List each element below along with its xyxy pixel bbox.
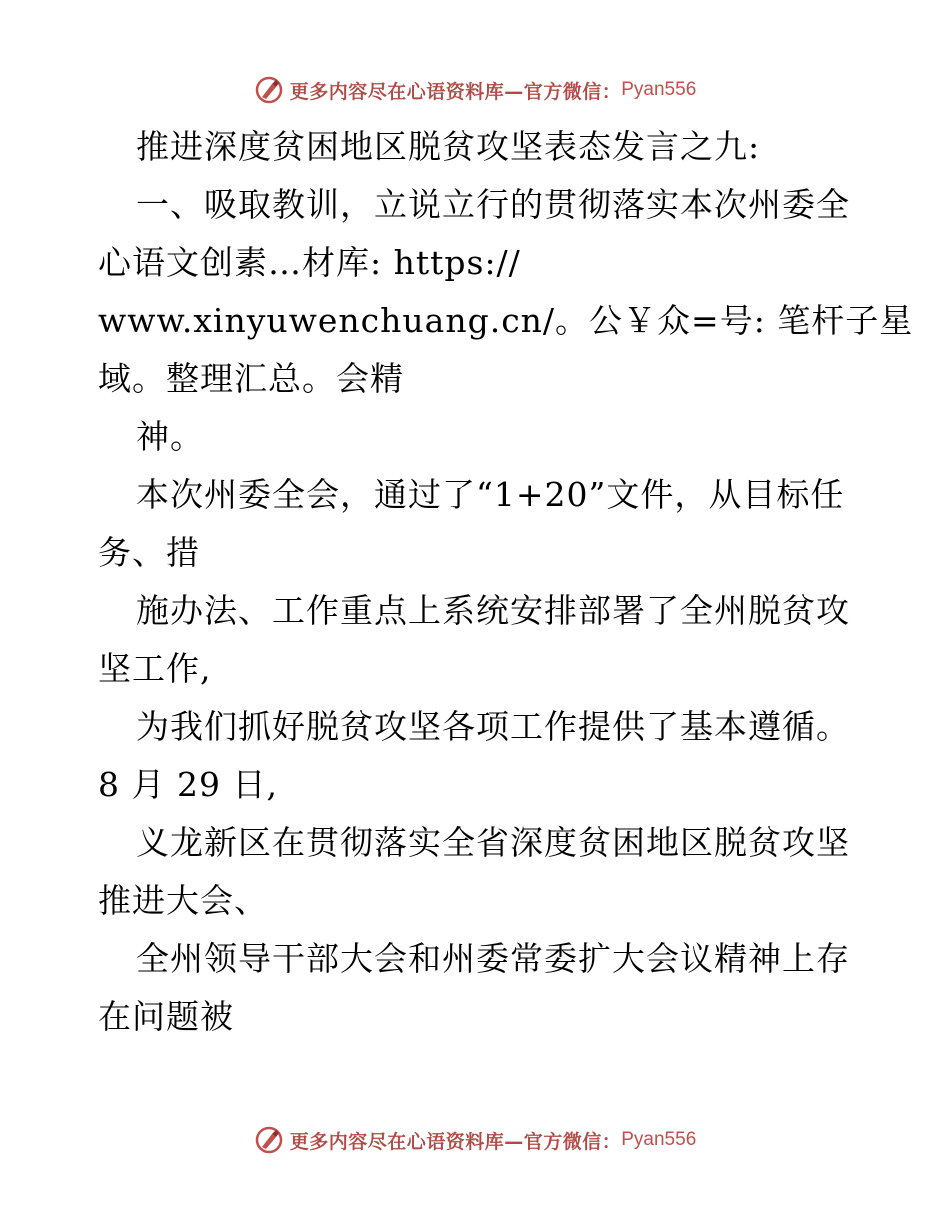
banner-text: 更多内容尽在心语资料库—官方微信： bbox=[289, 80, 622, 103]
footer-banner bbox=[0, 1120, 950, 1160]
paragraph-line: 8 月 29 日, bbox=[98, 765, 278, 804]
paragraph-line: 施办法、工作重点上系统安排部署了全州脱贫攻 bbox=[136, 591, 850, 630]
paragraph-line: 心语文创素…材库: https:// bbox=[98, 243, 521, 282]
document-title: 推进深度贫困地区脱贫攻坚表态发言之九: bbox=[136, 127, 761, 166]
banner-text: 更多内容尽在心语资料库—官方微信： bbox=[289, 1130, 622, 1153]
paragraph-line: 域。整理汇总。会精 bbox=[98, 359, 404, 398]
paragraph-line: 坚工作, bbox=[98, 649, 212, 688]
header-banner bbox=[0, 70, 950, 110]
paragraph-line: www.xinyuwenchuang.cn/。公￥众=号: 笔杆子星 bbox=[98, 301, 914, 340]
paragraph-line: 推进大会、 bbox=[98, 881, 268, 920]
paragraph-line: 本次州委全会，通过了“1+20”文件，从目标任 bbox=[136, 475, 845, 514]
wechat-id: Pyan556 bbox=[621, 79, 697, 100]
paragraph-line: 全州领导干部大会和州委常委扩大会议精神上存 bbox=[136, 939, 850, 978]
paragraph-line: 义龙新区在贯彻落实全省深度贫困地区脱贫攻坚 bbox=[136, 823, 850, 862]
paragraph-line: 神。 bbox=[136, 417, 204, 456]
paragraph-line: 一、吸取教训，立说立行的贯彻落实本次州委全 bbox=[136, 185, 850, 224]
pen-nib-logo-icon bbox=[254, 1125, 284, 1155]
paragraph-line: 务、措 bbox=[98, 533, 200, 572]
wechat-id: Pyan556 bbox=[621, 1129, 697, 1150]
paragraph-line: 为我们抓好脱贫攻坚各项工作提供了基本遵循。 bbox=[136, 707, 850, 746]
paragraph-line: 在问题被 bbox=[98, 997, 234, 1036]
pen-nib-logo-icon bbox=[254, 75, 284, 105]
document-body bbox=[98, 118, 914, 1046]
